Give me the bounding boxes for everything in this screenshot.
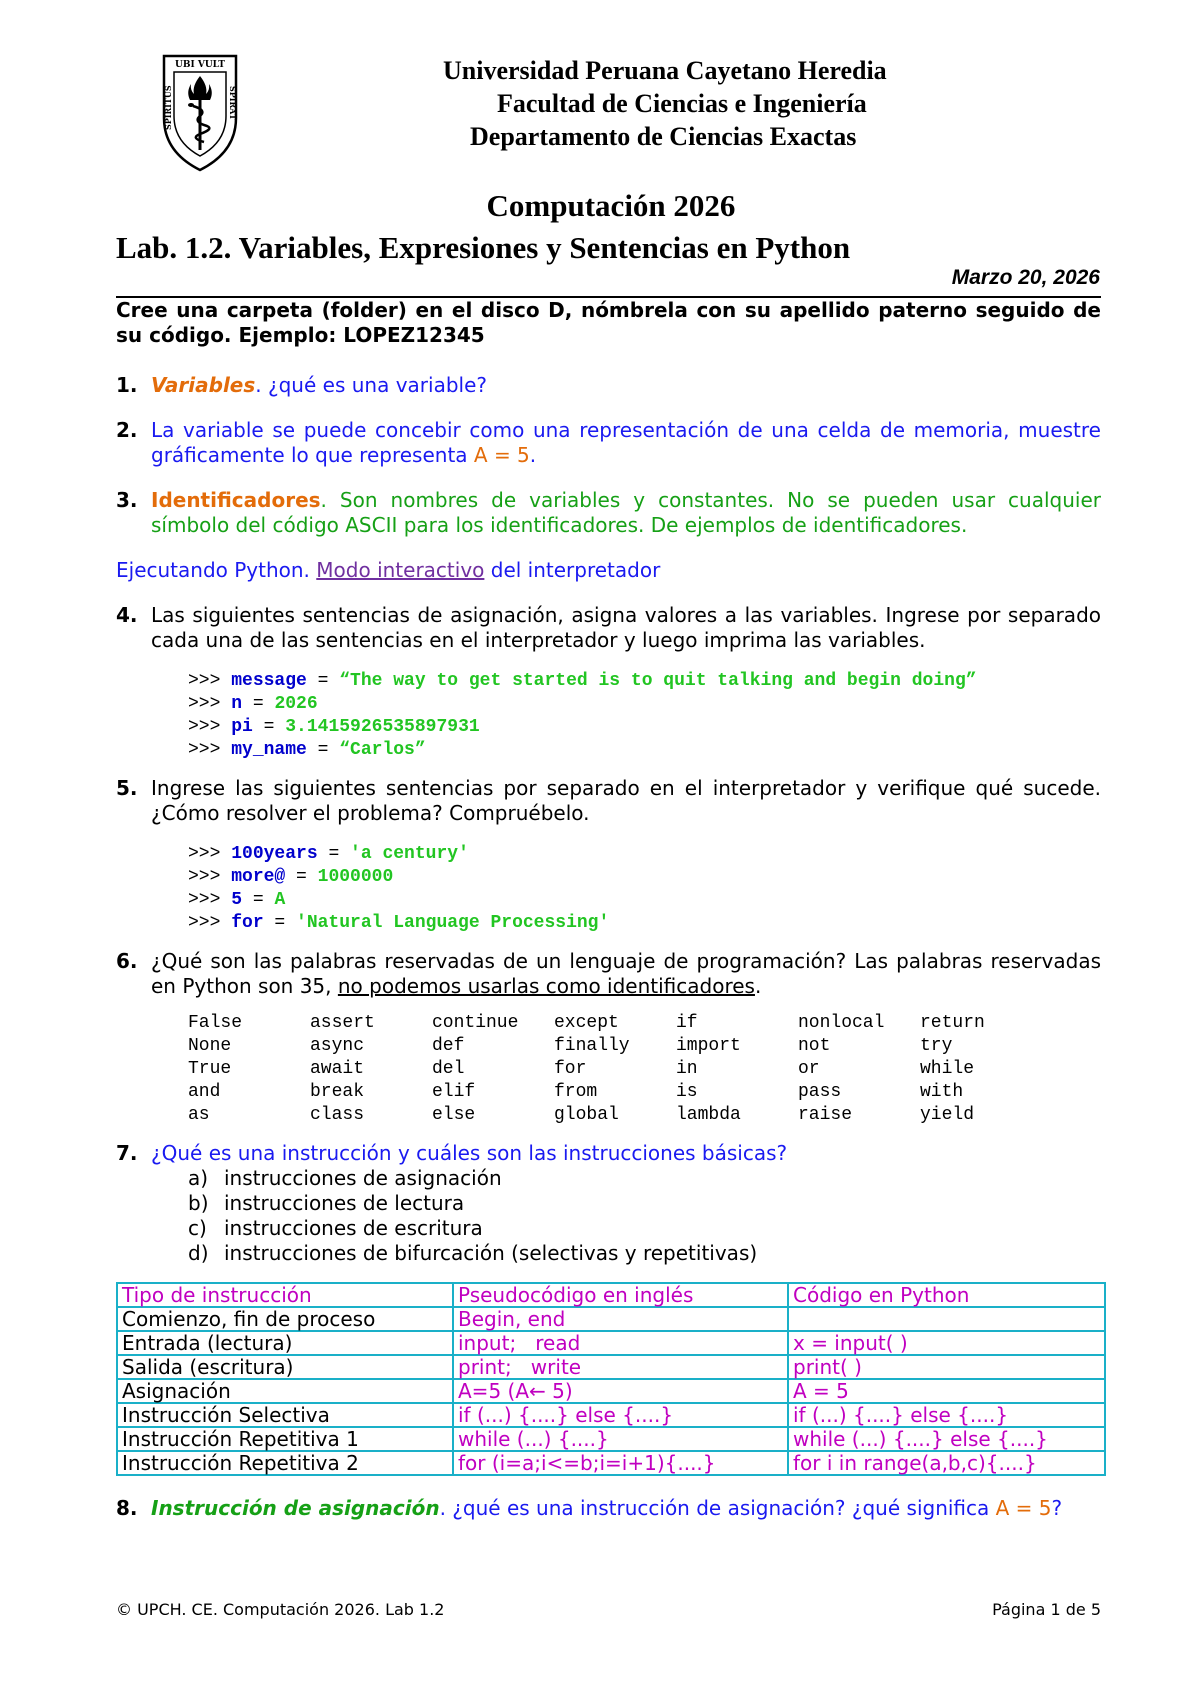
python-keywords-grid bbox=[116, 1012, 1101, 1127]
intro-instruction: Cree una carpeta (folder) en el disco D, nómbrela con su apellido paterno seguido de su código. Ejemplo: LOPEZ12345 bbox=[116, 298, 1101, 347]
table-row: Entrada (lectura) input; read x = input( ) bbox=[117, 1331, 1105, 1355]
keyword: if bbox=[676, 1013, 698, 1033]
keyword: with bbox=[920, 1082, 964, 1102]
question-1: 1. Variables. ¿qué es una variable? bbox=[116, 373, 487, 397]
keyword: or bbox=[798, 1059, 820, 1079]
instruction-types-list bbox=[116, 1166, 1101, 1266]
keyword: in bbox=[676, 1059, 698, 1079]
keyword: not bbox=[798, 1036, 831, 1056]
keyword: continue bbox=[432, 1013, 519, 1033]
list-item: d) instrucciones de bifurcación (selectivas y repetitivas) bbox=[188, 1241, 758, 1265]
keyword: break bbox=[310, 1082, 365, 1102]
term-identificadores: Identificadores bbox=[151, 488, 321, 512]
question-6: 6. ¿Qué son las palabras reservadas de un lenguaje de programación? Las palabras reservadas en Python son 35, no podemos usarlas como identificadores. bbox=[116, 949, 1101, 998]
keyword: try bbox=[920, 1036, 953, 1056]
list-item: a) instrucciones de asignación bbox=[188, 1166, 502, 1190]
keyword: for bbox=[554, 1059, 587, 1079]
keyword: def bbox=[432, 1036, 465, 1056]
interactive-mode-link[interactable]: Modo interactivo bbox=[316, 558, 485, 582]
seal-right-text: SPIRAT bbox=[228, 86, 238, 120]
keyword: except bbox=[554, 1013, 619, 1033]
code-line: >>> pi = 3.14159265358979​31 bbox=[188, 717, 480, 737]
question-7: 7. ¿Qué es una instrucción y cuáles son las instrucciones básicas? bbox=[116, 1141, 788, 1165]
list-item: c) instrucciones de escritura bbox=[188, 1216, 483, 1240]
keyword: elif bbox=[432, 1082, 476, 1102]
question-4: 4. Las siguientes sentencias de asignación, asigna valores a las variables. Ingrese por separado cada una de las sentencias en el interpretador y luego imprima las variables. bbox=[116, 603, 1101, 652]
keyword: async bbox=[310, 1036, 365, 1056]
code-line: >>> 5 = A bbox=[188, 890, 286, 910]
keyword: finally bbox=[554, 1036, 630, 1056]
code-line: >>> for = 'Natural Language Processing' bbox=[188, 913, 610, 933]
interactive-mode-line: Ejecutando Python. Modo interactivo del interpretador bbox=[116, 558, 661, 582]
keyword: from bbox=[554, 1082, 598, 1102]
code-line: >>> message = “The way to get started is to quit talking and begin doing” bbox=[188, 671, 977, 691]
question-8: 8. Instrucción de asignación. ¿qué es una instrucción de asignación? ¿qué significa A = 5? bbox=[116, 1496, 1063, 1520]
keyword: is bbox=[676, 1082, 698, 1102]
department-name: Departamento de Ciencias Exactas bbox=[470, 122, 857, 151]
page-footer bbox=[116, 1600, 1101, 1619]
table-row: Salida (escritura) print; write print( ) bbox=[117, 1355, 1105, 1379]
keyword: False bbox=[188, 1013, 243, 1033]
keyword: pass bbox=[798, 1082, 842, 1102]
keyword: True bbox=[188, 1059, 232, 1079]
table-row: Comienzo, fin de proceso Begin, end bbox=[117, 1307, 1105, 1331]
keyword: else bbox=[432, 1105, 476, 1125]
university-seal bbox=[160, 52, 240, 174]
table-row: Instrucción Selectiva if (...) {....} else {....} if (...) {....} else {....} bbox=[117, 1403, 1105, 1427]
keyword: as bbox=[188, 1105, 210, 1125]
table-row: Instrucción Repetitiva 2 for (i=a;i<=b;i=i+1){....} for i in range(a,b,c){....} bbox=[117, 1451, 1105, 1475]
page-number: Página 1 de 5 bbox=[992, 1600, 1101, 1619]
keyword: class bbox=[310, 1105, 365, 1125]
question-5: 5. Ingrese las siguientes sentencias por separado en el interpretador y verifique qué sucede. ¿Cómo resolver el problema? Compruébelo. bbox=[116, 776, 1101, 825]
keyword: nonlocal bbox=[798, 1013, 885, 1033]
seal-left-text: SPIRITUS bbox=[163, 85, 173, 130]
code-line: >>> my_name = “Carlos” bbox=[188, 740, 426, 760]
keyword: while bbox=[920, 1059, 975, 1079]
term-asignacion: Instrucción de asignación bbox=[151, 1496, 440, 1520]
table-header-cell: Tipo de instrucción bbox=[117, 1283, 453, 1307]
title-block bbox=[116, 188, 1106, 266]
university-name: Universidad Peruana Cayetano Heredia bbox=[443, 56, 887, 85]
table-header-row bbox=[117, 1283, 1105, 1307]
lab-title: Lab. 1.2. Variables, Expresiones y Sentencias en Python bbox=[116, 230, 851, 265]
list-item: b) instrucciones de lectura bbox=[188, 1191, 465, 1215]
code-block-q4 bbox=[116, 670, 1101, 762]
seal-top-text: UBI VULT bbox=[175, 60, 225, 70]
table-row: Instrucción Repetitiva 1 while (...) {....} while (...) {....} else {....} bbox=[117, 1427, 1105, 1451]
table-header-cell: Código en Python bbox=[788, 1283, 1105, 1307]
keyword: None bbox=[188, 1036, 232, 1056]
code-line: >>> more@ = 1000000 bbox=[188, 867, 394, 887]
instructions-table bbox=[116, 1282, 1106, 1476]
code-line: >>> n = 2026 bbox=[188, 694, 318, 714]
keyword: raise bbox=[798, 1105, 853, 1125]
keyword: return bbox=[920, 1013, 985, 1033]
lab-date: Marzo 20, 2026 bbox=[951, 266, 1100, 289]
table-row: Asignación A=5 (A← 5) A = 5 bbox=[117, 1379, 1105, 1403]
question-3: 3. Identificadores. Son nombres de variables y constantes. No se pueden usar cualquier símbolo del código ASCII para los identificadores. De ejemplos de identificadores. bbox=[116, 488, 1101, 537]
course-title: Computación 2026 bbox=[486, 188, 736, 223]
keyword: global bbox=[554, 1105, 619, 1125]
footer-copyright: © UPCH. CE. Computación 2026. Lab 1.2 bbox=[116, 1600, 445, 1619]
keyword: await bbox=[310, 1059, 365, 1079]
keyword: and bbox=[188, 1082, 221, 1102]
document-body bbox=[116, 298, 1101, 1521]
code-block-q5 bbox=[116, 843, 1101, 935]
term-variables: Variables bbox=[151, 373, 256, 397]
keyword: lambda bbox=[676, 1105, 741, 1125]
keyword: import bbox=[676, 1036, 741, 1056]
faculty-name: Facultad de Ciencias e Ingeniería bbox=[497, 89, 867, 118]
keyword: del bbox=[432, 1059, 465, 1079]
keyword: assert bbox=[310, 1013, 375, 1033]
table-header-cell: Pseudocódigo en inglés bbox=[453, 1283, 788, 1307]
question-2: 2. La variable se puede concebir como una representación de una celda de memoria, muestre gráficamente lo que representa A = 5. bbox=[116, 418, 1101, 467]
keyword: yield bbox=[920, 1105, 975, 1125]
code-line: >>> 100years = 'a century' bbox=[188, 844, 469, 864]
